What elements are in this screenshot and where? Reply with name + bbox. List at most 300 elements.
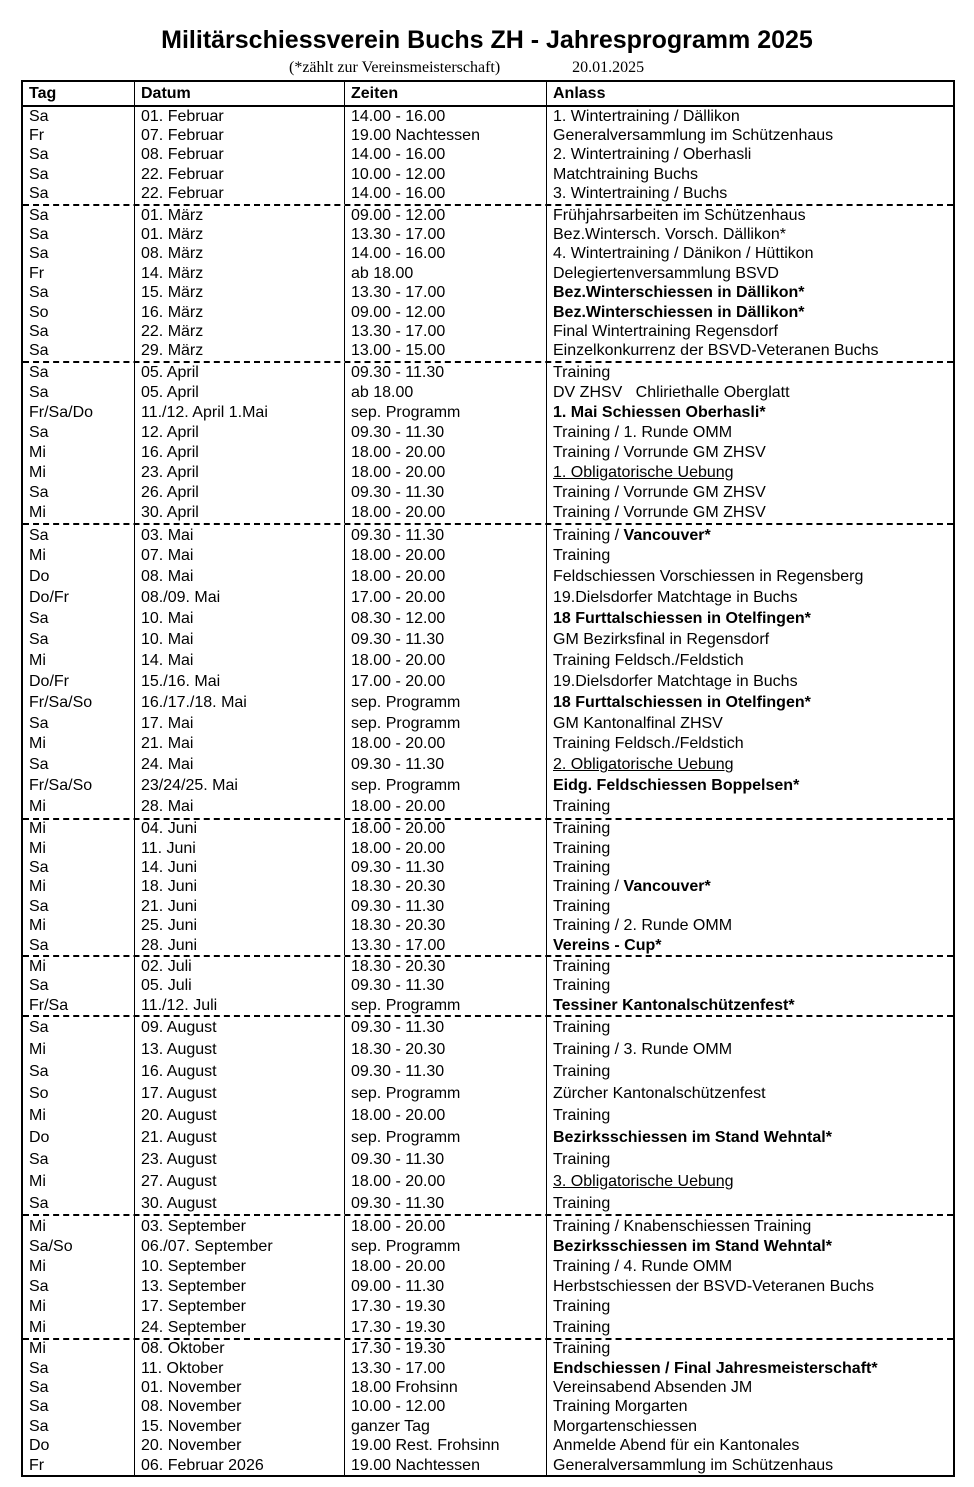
- cell-tag: Sa: [29, 165, 49, 183]
- cell-anlass: [546, 1237, 953, 1257]
- anlass-text: 1. Obligatorische Uebung: [553, 464, 734, 482]
- cell-anlass: [546, 165, 953, 184]
- cell-zeiten: 13.30 - 17.00: [344, 225, 546, 244]
- cell-datum: 01. Februar: [134, 107, 344, 126]
- cell-zeiten: 17.30 - 19.30: [344, 1297, 546, 1317]
- schedule-row: [23, 403, 953, 423]
- cell-datum: 23. April: [134, 463, 344, 483]
- schedule-row: [23, 1105, 953, 1127]
- cell-datum: 16. März: [134, 303, 344, 322]
- cell-anlass: [546, 1083, 953, 1105]
- cell-anlass: [546, 1193, 953, 1215]
- anlass-text: Training: [553, 1019, 611, 1037]
- schedule-row: [23, 917, 953, 936]
- cell-tag: Sa: [29, 245, 49, 263]
- schedule-row: [23, 957, 953, 976]
- month-section: [23, 1214, 953, 1337]
- cell-tag: Sa: [29, 859, 49, 877]
- cell-datum: 12. April: [134, 423, 344, 443]
- cell-tag: Fr: [29, 264, 45, 282]
- schedule-table: [21, 80, 955, 1477]
- anlass-text: Bez.Winterschiessen in Dällikon*: [553, 303, 805, 321]
- page-title: Militärschiessverein Buchs ZH - Jahresprogramm 2025: [161, 26, 813, 54]
- schedule-row: [23, 1237, 953, 1257]
- anlass-text: 1. Wintertraining / Dällikon: [553, 107, 740, 125]
- anlass-text: Eidg. Feldschiessen Boppelsen*: [553, 777, 800, 795]
- cell-tag: Do: [29, 1437, 50, 1455]
- cell-datum: 08. März: [134, 245, 344, 264]
- cell-anlass: [546, 1257, 953, 1277]
- cell-anlass: [546, 146, 953, 165]
- cell-zeiten: 09.30 - 11.30: [344, 858, 546, 877]
- schedule-row: [23, 1437, 953, 1456]
- schedule-row: [23, 1378, 953, 1397]
- cell-tag: Mi: [29, 820, 46, 838]
- cell-zeiten: 13.00 - 15.00: [344, 342, 546, 361]
- cell-anlass: [546, 1456, 953, 1475]
- schedule-row: [23, 996, 953, 1015]
- cell-anlass: [546, 1149, 953, 1171]
- cell-anlass: [546, 1340, 953, 1359]
- cell-anlass: [546, 245, 953, 264]
- cell-tag: Sa: [29, 226, 49, 244]
- cell-tag: Sa: [29, 610, 49, 628]
- cell-anlass: [546, 609, 953, 630]
- cell-zeiten: sep. Programm: [344, 996, 546, 1015]
- cell-zeiten: 09.30 - 11.30: [344, 630, 546, 651]
- cell-anlass: [546, 588, 953, 609]
- schedule-row: [23, 342, 953, 361]
- cell-zeiten: 14.00 - 16.00: [344, 185, 546, 204]
- anlass-text: Training: [553, 859, 611, 877]
- cell-tag: Sa: [29, 107, 49, 125]
- cell-anlass: [546, 1417, 953, 1436]
- schedule-row: [23, 443, 953, 463]
- schedule-row: [23, 858, 953, 877]
- cell-tag: Sa: [29, 185, 49, 203]
- cell-tag: Sa: [29, 206, 49, 224]
- cell-datum: 21. Mai: [134, 734, 344, 755]
- anlass-text: Training Morgarten: [553, 1398, 688, 1416]
- cell-datum: 22. März: [134, 322, 344, 341]
- cell-datum: 06. Februar 2026: [134, 1456, 344, 1475]
- month-section: [23, 818, 953, 956]
- cell-anlass: [546, 858, 953, 877]
- cell-zeiten: 08.30 - 12.00: [344, 609, 546, 630]
- schedule-row: [23, 1456, 953, 1475]
- cell-datum: 03. Mai: [134, 525, 344, 546]
- cell-zeiten: 14.00 - 16.00: [344, 107, 546, 126]
- schedule-row: [23, 363, 953, 383]
- cell-datum: 22. Februar: [134, 185, 344, 204]
- schedule-row: [23, 1398, 953, 1417]
- cell-datum: 01. März: [134, 225, 344, 244]
- cell-tag: Sa: [29, 936, 49, 954]
- anlass-text: Generalversammlung im Schützenhaus: [553, 1456, 834, 1474]
- cell-datum: 11. Juni: [134, 839, 344, 858]
- cell-anlass: [546, 1127, 953, 1149]
- cell-datum: 23. August: [134, 1149, 344, 1171]
- cell-zeiten: 18.00 - 20.00: [344, 650, 546, 671]
- cell-datum: 14. März: [134, 264, 344, 283]
- schedule-row: [23, 713, 953, 734]
- cell-zeiten: 09.30 - 11.30: [344, 1017, 546, 1039]
- cell-anlass: [546, 185, 953, 204]
- cell-anlass: [546, 692, 953, 713]
- cell-zeiten: 18.00 - 20.00: [344, 463, 546, 483]
- cell-datum: 08. Mai: [134, 567, 344, 588]
- cell-datum: 11./12. Juli: [134, 996, 344, 1015]
- cell-zeiten: 17.30 - 19.30: [344, 1340, 546, 1359]
- month-section: [23, 204, 953, 361]
- cell-datum: 06./07. September: [134, 1237, 344, 1257]
- cell-zeiten: 09.30 - 11.30: [344, 897, 546, 916]
- month-section: [23, 955, 953, 1015]
- anlass-text: Training: [553, 1150, 611, 1168]
- month-section: [23, 523, 953, 817]
- cell-datum: 16. April: [134, 443, 344, 463]
- cell-anlass: [546, 503, 953, 523]
- schedule-row: [23, 588, 953, 609]
- schedule-row: [23, 264, 953, 283]
- cell-datum: 08. Februar: [134, 146, 344, 165]
- schedule-row: [23, 671, 953, 692]
- membership-note: (*zählt zur Vereinsmeisterschaft): [289, 59, 501, 76]
- cell-datum: 24. September: [134, 1317, 344, 1337]
- cell-tag: Mi: [29, 798, 46, 816]
- anlass-text: Anmelde Abend für ein Kantonales: [553, 1437, 800, 1455]
- schedule-row: [23, 1127, 953, 1149]
- schedule-row: [23, 1317, 953, 1337]
- cell-zeiten: 18.30 - 20.30: [344, 878, 546, 897]
- cell-tag: Mi: [29, 1106, 46, 1124]
- cell-zeiten: ab 18.00: [344, 383, 546, 403]
- cell-tag: Mi: [29, 464, 46, 482]
- schedule-row: [23, 630, 953, 651]
- cell-tag: Sa: [29, 526, 49, 544]
- anlass-prefix: Training /: [553, 526, 624, 544]
- cell-tag: Sa: [29, 322, 49, 340]
- cell-anlass: [546, 755, 953, 776]
- cell-tag: Mi: [29, 878, 46, 896]
- schedule-row: [23, 483, 953, 503]
- schedule-row: [23, 107, 953, 126]
- cell-tag: Do/Fr: [29, 672, 69, 690]
- cell-zeiten: 18.00 - 20.00: [344, 820, 546, 839]
- schedule-row: [23, 245, 953, 264]
- anlass-text: Training / 1. Runde OMM: [553, 424, 733, 442]
- cell-datum: 20. August: [134, 1105, 344, 1127]
- anlass-text: Training / 3. Runde OMM: [553, 1041, 733, 1059]
- cell-tag: Sa: [29, 977, 49, 995]
- cell-tag: Mi: [29, 1340, 46, 1358]
- anlass-text: 19.Dielsdorfer Matchtage in Buchs: [553, 589, 798, 607]
- cell-anlass: [546, 1039, 953, 1061]
- cell-zeiten: sep. Programm: [344, 692, 546, 713]
- schedule-row: [23, 567, 953, 588]
- schedule-row: [23, 878, 953, 897]
- cell-anlass: [546, 443, 953, 463]
- cell-tag: Mi: [29, 957, 46, 975]
- anlass-prefix: Training /: [553, 878, 624, 896]
- cell-zeiten: 09.30 - 11.30: [344, 755, 546, 776]
- schedule-row: [23, 1061, 953, 1083]
- cell-zeiten: 09.00 - 12.00: [344, 303, 546, 322]
- cell-anlass: [546, 1378, 953, 1397]
- anlass-text: Herbstschiessen der BSVD-Veteranen Buchs: [553, 1278, 875, 1296]
- schedule-row: [23, 322, 953, 341]
- cell-zeiten: 19.00 Rest. Frohsinn: [344, 1437, 546, 1456]
- schedule-row: [23, 734, 953, 755]
- cell-anlass: [546, 342, 953, 361]
- cell-tag: Sa/So: [29, 1237, 73, 1255]
- cell-anlass: [546, 797, 953, 818]
- cell-zeiten: 18.00 - 20.00: [344, 503, 546, 523]
- cell-zeiten: 09.30 - 11.30: [344, 363, 546, 383]
- column-header-zeiten: Zeiten: [344, 82, 546, 105]
- month-section: [23, 1015, 953, 1214]
- cell-datum: 16./17./18. Mai: [134, 692, 344, 713]
- cell-anlass: [546, 1398, 953, 1417]
- cell-zeiten: sep. Programm: [344, 403, 546, 423]
- cell-datum: 13. September: [134, 1277, 344, 1297]
- anlass-text: Training: [553, 364, 611, 382]
- cell-tag: Mi: [29, 1257, 46, 1275]
- anlass-text: Tessiner Kantonalschützenfest*: [553, 996, 795, 1014]
- cell-zeiten: 09.30 - 11.30: [344, 1061, 546, 1083]
- schedule-row: [23, 126, 953, 145]
- cell-anlass: [546, 650, 953, 671]
- cell-datum: 13. August: [134, 1039, 344, 1061]
- anlass-text: GM Kantonalfinal ZHSV: [553, 714, 723, 732]
- cell-datum: 22. Februar: [134, 165, 344, 184]
- cell-zeiten: 09.00 - 12.00: [344, 206, 546, 225]
- cell-anlass: [546, 820, 953, 839]
- schedule-row: [23, 692, 953, 713]
- cell-anlass: [546, 1359, 953, 1378]
- cell-zeiten: 10.00 - 12.00: [344, 165, 546, 184]
- cell-anlass: [546, 126, 953, 145]
- cell-zeiten: 18.00 - 20.00: [344, 546, 546, 567]
- month-section: [23, 361, 953, 523]
- anlass-text: Morgartenschiessen: [553, 1417, 698, 1435]
- anlass-text: Training: [553, 820, 611, 838]
- cell-zeiten: sep. Programm: [344, 776, 546, 797]
- anlass-text: Training: [553, 1340, 611, 1358]
- cell-anlass: [546, 713, 953, 734]
- cell-tag: Sa: [29, 897, 49, 915]
- anlass-text: Training: [553, 957, 611, 975]
- cell-zeiten: sep. Programm: [344, 1237, 546, 1257]
- month-section: [23, 107, 953, 204]
- cell-tag: Sa: [29, 284, 49, 302]
- cell-zeiten: 09.30 - 11.30: [344, 1149, 546, 1171]
- cell-zeiten: sep. Programm: [344, 1127, 546, 1149]
- schedule-row: [23, 303, 953, 322]
- cell-anlass: [546, 303, 953, 322]
- column-header-anlass: Anlass: [546, 82, 953, 105]
- cell-anlass: [546, 264, 953, 283]
- cell-datum: 21. Juni: [134, 897, 344, 916]
- cell-tag: Sa: [29, 424, 49, 442]
- cell-anlass: [546, 671, 953, 692]
- cell-anlass: [546, 1317, 953, 1337]
- schedule-row: [23, 1017, 953, 1039]
- cell-anlass: [546, 363, 953, 383]
- cell-anlass: [546, 936, 953, 955]
- cell-tag: Sa: [29, 1194, 49, 1212]
- anlass-text: 1. Mai Schiessen Oberhasli*: [553, 404, 766, 422]
- schedule-row: [23, 609, 953, 630]
- cell-tag: Mi: [29, 839, 46, 857]
- cell-datum: 26. April: [134, 483, 344, 503]
- anlass-text: Training / Vorrunde GM ZHSV: [553, 504, 766, 522]
- cell-datum: 01. November: [134, 1378, 344, 1397]
- anlass-text: GM Bezirksfinal in Regensdorf: [553, 630, 770, 648]
- anlass-text: Training: [553, 547, 611, 565]
- cell-datum: 02. Juli: [134, 957, 344, 976]
- cell-datum: 14. Mai: [134, 650, 344, 671]
- cell-datum: 15. November: [134, 1417, 344, 1436]
- cell-datum: 30. August: [134, 1193, 344, 1215]
- cell-datum: 23/24/25. Mai: [134, 776, 344, 797]
- schedule-row: [23, 1340, 953, 1359]
- cell-anlass: [546, 878, 953, 897]
- cell-tag: Sa: [29, 384, 49, 402]
- cell-anlass: [546, 1437, 953, 1456]
- cell-tag: Sa: [29, 484, 49, 502]
- cell-zeiten: sep. Programm: [344, 1083, 546, 1105]
- cell-datum: 09. August: [134, 1017, 344, 1039]
- cell-anlass: [546, 107, 953, 126]
- anlass-text: Training / Vorrunde GM ZHSV: [553, 444, 766, 462]
- anlass-text: 4. Wintertraining / Dänikon / Hüttikon: [553, 245, 814, 263]
- cell-tag: Fr: [29, 1456, 45, 1474]
- cell-tag: Mi: [29, 1041, 46, 1059]
- cell-tag: Sa: [29, 1278, 49, 1296]
- schedule-row: [23, 1277, 953, 1297]
- cell-datum: 10. Mai: [134, 609, 344, 630]
- anlass-text: Vancouver*: [623, 526, 711, 544]
- schedule-row: [23, 650, 953, 671]
- table-header-row: [23, 82, 953, 107]
- cell-datum: 04. Juni: [134, 820, 344, 839]
- cell-zeiten: 18.00 - 20.00: [344, 1216, 546, 1236]
- cell-zeiten: 18.00 - 20.00: [344, 1105, 546, 1127]
- cell-datum: 07. Februar: [134, 126, 344, 145]
- cell-zeiten: 09.30 - 11.30: [344, 525, 546, 546]
- cell-datum: 30. April: [134, 503, 344, 523]
- cell-zeiten: 14.00 - 16.00: [344, 245, 546, 264]
- cell-tag: Mi: [29, 917, 46, 935]
- cell-anlass: [546, 463, 953, 483]
- cell-anlass: [546, 1061, 953, 1083]
- cell-anlass: [546, 403, 953, 423]
- cell-datum: 10. Mai: [134, 630, 344, 651]
- cell-tag: Fr/Sa/Do: [29, 404, 94, 422]
- cell-zeiten: 13.30 - 17.00: [344, 1359, 546, 1378]
- cell-zeiten: 09.30 - 11.30: [344, 1193, 546, 1215]
- cell-zeiten: 17.30 - 19.30: [344, 1317, 546, 1337]
- cell-zeiten: 18.00 - 20.00: [344, 839, 546, 858]
- cell-tag: Sa: [29, 714, 49, 732]
- cell-anlass: [546, 957, 953, 976]
- cell-anlass: [546, 839, 953, 858]
- cell-tag: Fr/Sa: [29, 996, 69, 1014]
- anlass-text: Bez.Winterschiessen in Dällikon*: [553, 284, 805, 302]
- cell-zeiten: 19.00 Nachtessen: [344, 1456, 546, 1475]
- cell-tag: Mi: [29, 735, 46, 753]
- schedule-row: [23, 1171, 953, 1193]
- anlass-text: 3. Obligatorische Uebung: [553, 1172, 734, 1190]
- cell-tag: Sa: [29, 1379, 49, 1397]
- schedule-row: [23, 776, 953, 797]
- anlass-text: 3. Wintertraining / Buchs: [553, 185, 728, 203]
- cell-tag: Fr/Sa/So: [29, 693, 93, 711]
- schedule-row: [23, 1257, 953, 1277]
- cell-zeiten: 17.00 - 20.00: [344, 671, 546, 692]
- cell-datum: 27. August: [134, 1171, 344, 1193]
- schedule-row: [23, 1149, 953, 1171]
- cell-datum: 11. Oktober: [134, 1359, 344, 1378]
- anlass-text: Training: [553, 839, 611, 857]
- cell-datum: 07. Mai: [134, 546, 344, 567]
- anlass-text: Training: [553, 1106, 611, 1124]
- cell-zeiten: 14.00 - 16.00: [344, 146, 546, 165]
- cell-tag: Sa: [29, 364, 49, 382]
- cell-datum: 11./12. April 1.Mai: [134, 403, 344, 423]
- cell-zeiten: 09.00 - 11.30: [344, 1277, 546, 1297]
- cell-anlass: [546, 1017, 953, 1039]
- cell-datum: 16. August: [134, 1061, 344, 1083]
- cell-tag: Sa: [29, 1019, 49, 1037]
- anlass-text: Final Wintertraining Regensdorf: [553, 322, 778, 340]
- cell-tag: Fr: [29, 127, 45, 145]
- schedule-row: [23, 383, 953, 403]
- schedule-row: [23, 284, 953, 303]
- schedule-row: [23, 1359, 953, 1378]
- cell-anlass: [546, 1277, 953, 1297]
- cell-datum: 10. September: [134, 1257, 344, 1277]
- anlass-text: Training: [553, 1318, 611, 1336]
- schedule-row: [23, 206, 953, 225]
- cell-datum: 15. März: [134, 284, 344, 303]
- anlass-text: Bez.Wintersch. Vorsch. Dällikon*: [553, 226, 786, 244]
- cell-datum: 05. Juli: [134, 977, 344, 996]
- cell-tag: Mi: [29, 651, 46, 669]
- schedule-row: [23, 936, 953, 955]
- anlass-text: Vancouver*: [623, 878, 711, 896]
- schedule-row: [23, 897, 953, 916]
- cell-anlass: [546, 483, 953, 503]
- cell-datum: 15./16. Mai: [134, 671, 344, 692]
- cell-zeiten: ab 18.00: [344, 264, 546, 283]
- anlass-text: Training: [553, 897, 611, 915]
- cell-datum: 17. September: [134, 1297, 344, 1317]
- schedule-row: [23, 1297, 953, 1317]
- cell-anlass: [546, 423, 953, 443]
- cell-datum: 17. Mai: [134, 713, 344, 734]
- cell-tag: Mi: [29, 444, 46, 462]
- schedule-row: [23, 839, 953, 858]
- cell-datum: 05. April: [134, 383, 344, 403]
- cell-datum: 01. März: [134, 206, 344, 225]
- cell-datum: 17. August: [134, 1083, 344, 1105]
- cell-datum: 28. Mai: [134, 797, 344, 818]
- schedule-row: [23, 146, 953, 165]
- cell-tag: Mi: [29, 504, 46, 522]
- cell-tag: Mi: [29, 1298, 46, 1316]
